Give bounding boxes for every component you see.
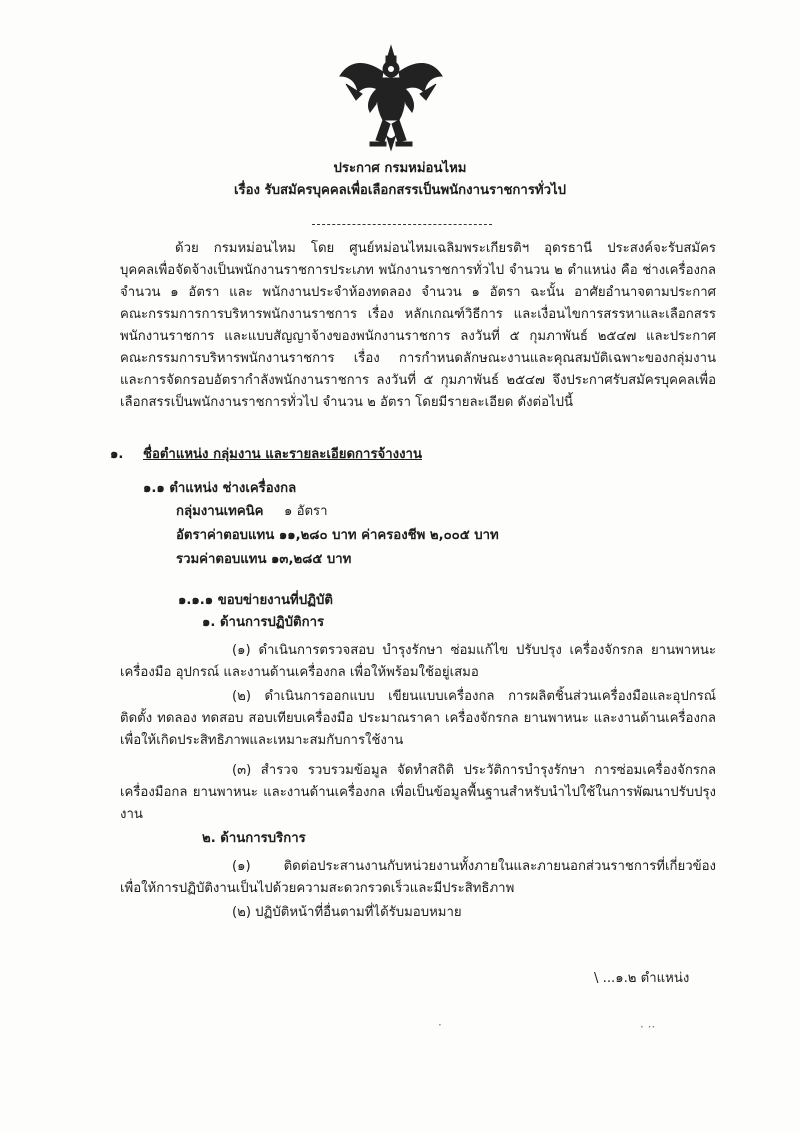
announcement-title: ประกาศ กรมหม่อนไหม bbox=[333, 161, 467, 176]
intro-line: จำนวน ๑ อัตรา และ พนักงานประจำห้องทดลอง จำนวน ๑ อัตรา ฉะนั้น อาศัยอำนาจตามประกาศ bbox=[120, 285, 716, 300]
duty-line: งาน bbox=[120, 807, 143, 822]
duty-line: เพื่อให้การปฏิบัติงานเป็นไปด้วยความสะดวกรวดเร็วและมีประสิทธิภาพ bbox=[120, 881, 515, 896]
intro-line: ด้วย กรมหม่อนไหม โดย ศูนย์หม่อนไหมเฉลิมพระเกียรติฯ อุดรธานี ประสงค์จะรับสมัคร bbox=[175, 241, 716, 256]
intro-line: คณะกรรมการบริหารพนักงานราชการ เรื่อง การกำหนดลักษณะงานและคุณสมบัติเฉพาะของกลุ่มงาน bbox=[120, 351, 716, 366]
section-title: ชื่อตำแหน่ง กลุ่มงาน และรายละเอียดการจ้างงาน bbox=[143, 447, 422, 462]
scope-heading: ๑.๑.๑ ขอบข่ายงานที่ปฏิบัติ bbox=[178, 593, 333, 608]
scan-speck: · bbox=[438, 1018, 442, 1032]
intro-line: คณะกรรมการการบริหารพนักงานราชการ เรื่อง หลักเกณฑ์วิธีการ และเงื่อนไขการสรรหาและเลือกสรร bbox=[120, 307, 716, 322]
intro-line: บุคคลเพื่อจัดจ้างเป็นพนักงานราชการประเภท พนักงานราชการทั่วไป จำนวน ๒ ตำแหน่ง คือ ช่างเครื่องกล bbox=[120, 263, 716, 278]
total-pay-line: รวมค่าตอบแทน ๑๓,๒๘๕ บาท bbox=[176, 552, 352, 567]
duty-line: (๒) ปฏิบัติหน้าที่อื่นตามที่ได้รับมอบหมาย bbox=[232, 905, 462, 920]
intro-line: เลือกสรรเป็นพนักงานราชการทั่วไป จำนวน ๒ อัตรา โดยมีรายละเอียด ดังต่อไปนี้ bbox=[120, 395, 574, 410]
scan-speck: · ·· bbox=[640, 1020, 656, 1034]
continuation-note: \ ...๑.๒ ตำแหน่ง bbox=[594, 971, 690, 986]
duty-line: (๓) สำรวจ รวบรวมข้อมูล จัดทำสถิติ ประวัติการบำรุงรักษา การซ่อมเครื่องจักรกล bbox=[232, 763, 716, 778]
duty-line: เครื่องมือ อุปกรณ์ และงานด้านเครื่องกล เพื่อให้พร้อมใช้อยู่เสมอ bbox=[120, 665, 479, 680]
duty-line: เครื่องมือกล ยานพาหนะ และงานด้านเครื่องกล เพื่อเป็นข้อมูลพื้นฐานสำหรับนำไปใช้ในการพัฒนาปรับปรุง bbox=[120, 785, 716, 800]
garuda-emblem-icon bbox=[336, 42, 446, 154]
pay-rate-line: อัตราค่าตอบแทน ๑๑,๒๘๐ บาท ค่าครองชีพ ๒,๐๐๕ บาท bbox=[176, 528, 499, 543]
announcement-subject: เรื่อง รับสมัครบุคคลเพื่อเลือกสรรเป็นพนักงานราชการทั่วไป bbox=[233, 183, 567, 198]
duty-line: เพื่อให้เกิดประสิทธิภาพและเหมาะสมกับการใช้งาน bbox=[120, 733, 404, 748]
scope-area-title: ๑. ด้านการปฏิบัติการ bbox=[202, 615, 325, 630]
duty-line: (๑) ติดต่อประสานงานกับหน่วยงานทั้งภายในและภายนอกส่วนราชการที่เกี่ยวข้อง bbox=[232, 859, 716, 874]
section-number: ๑. bbox=[110, 447, 124, 462]
duty-line: (๑) ดำเนินการตรวจสอบ บำรุงรักษา ซ่อมแก้ไข ปรับปรุง เครื่องจักรกล ยานพาหนะ bbox=[232, 643, 716, 658]
position-heading: ๑.๑ ตำแหน่ง ช่างเครื่องกล bbox=[143, 481, 297, 496]
intro-line: พนักงานราชการ และแบบสัญญาจ้างของพนักงานราชการ ลงวันที่ ๕ กุมภาพันธ์ ๒๕๔๗ และประกาศ bbox=[120, 329, 716, 344]
job-group-count: ๑ อัตรา bbox=[284, 504, 328, 519]
duty-line: (๒) ดำเนินการออกแบบ เขียนแบบเครื่องกล การผลิตชิ้นส่วนเครื่องมือและอุปกรณ์ bbox=[232, 689, 716, 704]
intro-line: และการจัดกรอบอัตรากำลังพนักงานราชการ ลงวันที่ ๕ กุมภาพันธ์ ๒๕๔๗ จึงประกาศรับสมัครบุคคลเพื่อ bbox=[120, 373, 716, 388]
title-divider bbox=[312, 224, 492, 225]
job-group-label: กลุ่มงานเทคนิค bbox=[176, 504, 264, 519]
duty-line: ติดตั้ง ทดลอง ทดสอบ สอบเทียบเครื่องมือ ประมาณราคา เครื่องจักรกล ยานพาหนะ และงานด้านเครื่องกล bbox=[120, 711, 716, 726]
scope-area-title: ๒. ด้านการบริการ bbox=[202, 831, 306, 846]
